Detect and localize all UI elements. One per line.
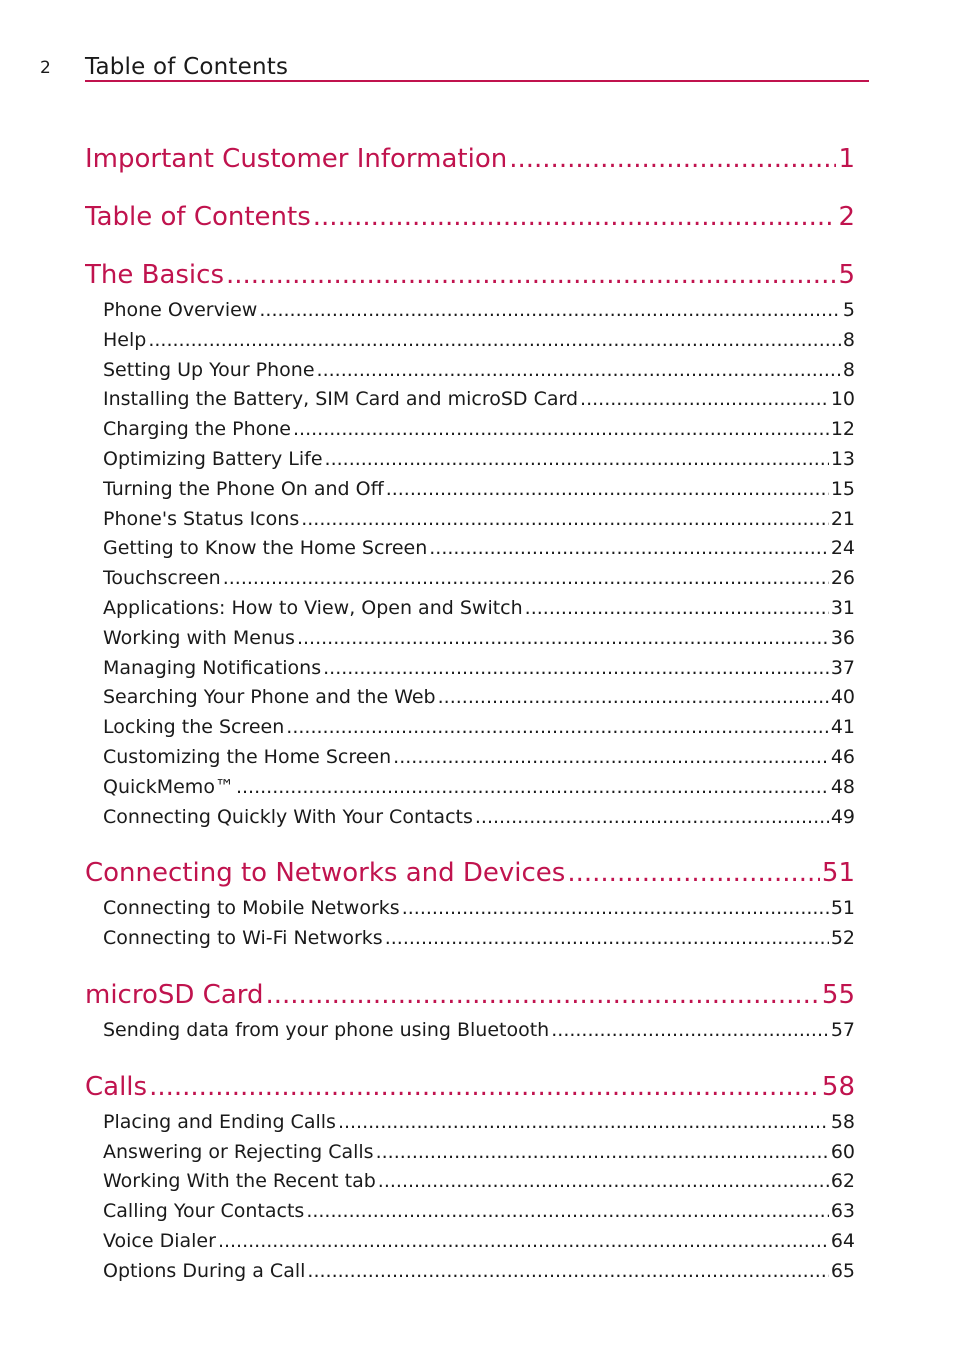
- toc-section-entry[interactable]: [103, 326, 855, 356]
- toc-chapter-entry-page-number: 2: [838, 202, 855, 232]
- toc-section-entry[interactable]: [103, 1138, 855, 1168]
- dot-leader: [429, 534, 829, 564]
- toc-chapter-entry-page-number: 5: [838, 260, 855, 290]
- dot-leader: [307, 1257, 828, 1287]
- toc-chapter-entry-title: The Basics: [85, 260, 225, 290]
- toc-section-entry-page-number: 63: [830, 1200, 855, 1223]
- toc-section-entry-page-number: 62: [830, 1170, 855, 1193]
- page-number: 2: [40, 58, 51, 78]
- dot-leader: [402, 894, 829, 924]
- toc-chapter-entry-title: Important Customer Information: [85, 144, 508, 174]
- toc-section-entry-title: Managing Notifications: [103, 656, 322, 679]
- toc-section-entry-page-number: 31: [830, 596, 855, 619]
- toc-chapter-entry-title: Table of Contents: [85, 202, 311, 232]
- toc-section-entry-title: Charging the Phone: [103, 418, 291, 441]
- toc-chapter-entry-page-number: 55: [821, 979, 855, 1010]
- dot-leader: [313, 200, 837, 234]
- toc-section-entry[interactable]: [103, 1227, 855, 1257]
- toc-section-entry-page-number: 24: [830, 537, 855, 560]
- toc-section-entry[interactable]: [103, 743, 855, 773]
- toc-chapter-entry[interactable]: [85, 258, 855, 292]
- dot-leader: [148, 326, 841, 356]
- toc-section-entry-title: Searching Your Phone and the Web: [103, 686, 436, 709]
- toc-section-entry[interactable]: [103, 296, 855, 326]
- toc-section-entry[interactable]: [103, 924, 855, 954]
- toc-section-entry-title: Sending data from your phone using Bluetooth: [103, 1018, 550, 1041]
- toc-chapter-entry-title: Connecting to Networks and Devices: [85, 858, 566, 889]
- toc-section-entry-title: Working with Menus: [103, 626, 295, 649]
- dot-leader: [317, 356, 841, 386]
- toc-section-entry[interactable]: [103, 385, 855, 415]
- toc-section-entry-page-number: 36: [830, 626, 855, 649]
- toc-section-entry[interactable]: [103, 713, 855, 743]
- toc-section-entry-title: Customizing the Home Screen: [103, 745, 392, 768]
- toc-section-entry[interactable]: [103, 594, 855, 624]
- toc-section-entry-page-number: 41: [830, 716, 855, 739]
- toc-section-entry-page-number: 26: [830, 567, 855, 590]
- dot-leader: [293, 415, 829, 445]
- dot-leader: [301, 505, 829, 535]
- dot-leader: [475, 803, 829, 833]
- toc-section-entry-title: Answering or Rejecting Calls: [103, 1140, 374, 1163]
- toc-section-entry[interactable]: [103, 445, 855, 475]
- dot-leader: [438, 683, 829, 713]
- dot-leader: [580, 385, 829, 415]
- dot-leader: [323, 654, 829, 684]
- toc-section-entry-page-number: 58: [830, 1110, 855, 1133]
- toc-section-entry-page-number: 48: [830, 775, 855, 798]
- dot-leader: [567, 856, 820, 890]
- toc-chapter-entry[interactable]: [85, 200, 855, 234]
- toc-section-entry-title: Turning the Phone On and Off: [103, 477, 384, 500]
- toc-section-entry-title: Getting to Know the Home Screen: [103, 537, 428, 560]
- toc-section-entry-title: Calling Your Contacts: [103, 1200, 305, 1223]
- toc-chapter-entry[interactable]: [85, 978, 855, 1012]
- toc-chapter-entry-title: Calls: [85, 1071, 148, 1102]
- dot-leader: [378, 1167, 829, 1197]
- toc-section-entry[interactable]: [103, 415, 855, 445]
- dot-leader: [223, 564, 829, 594]
- toc-section-entry-page-number: 8: [842, 358, 855, 381]
- dot-leader: [525, 594, 829, 624]
- running-header-title: Table of Contents: [85, 54, 289, 80]
- toc-section-entry-page-number: 21: [830, 507, 855, 530]
- dot-leader: [551, 1016, 829, 1046]
- header-divider: [85, 80, 869, 82]
- dot-leader: [386, 475, 829, 505]
- toc-section-entry-page-number: 51: [830, 897, 855, 920]
- toc-section-entry[interactable]: [103, 683, 855, 713]
- dot-leader: [218, 1227, 829, 1257]
- toc-section-entry-page-number: 8: [842, 328, 855, 351]
- dot-leader: [297, 624, 829, 654]
- toc-chapter-entry-title: microSD Card: [85, 979, 264, 1010]
- toc-section-entry-title: Optimizing Battery Life: [103, 447, 323, 470]
- toc-section-entry-title: Applications: How to View, Open and Switch: [103, 596, 523, 619]
- dot-leader: [325, 445, 829, 475]
- dot-leader: [306, 1197, 829, 1227]
- toc-section-entry[interactable]: [103, 773, 855, 803]
- toc-section-entry-page-number: 5: [842, 299, 855, 321]
- toc-section-entry-title: Placing and Ending Calls: [103, 1110, 336, 1133]
- toc-section-entry-page-number: 40: [830, 686, 855, 709]
- toc-section-entry-title: Phone Overview: [103, 299, 258, 321]
- toc-section-entry-title: Help: [103, 328, 147, 351]
- toc-section-entry-title: Setting Up Your Phone: [103, 358, 315, 381]
- toc-section-entry-page-number: 60: [830, 1140, 855, 1163]
- toc-section-entry[interactable]: [103, 803, 855, 833]
- dot-leader: [149, 1070, 820, 1104]
- toc-section-entry-title: Connecting to Wi-Fi Networks: [103, 927, 383, 950]
- toc-section-entry[interactable]: [103, 1167, 855, 1197]
- toc-section-entry-title: Voice Dialer: [103, 1229, 216, 1252]
- toc-section-entry[interactable]: [103, 505, 855, 535]
- toc-section-entry[interactable]: [103, 1197, 855, 1227]
- toc-section-entry-page-number: 65: [830, 1259, 855, 1282]
- table-of-contents: [85, 142, 855, 1287]
- toc-section-entry-page-number: 49: [830, 805, 855, 828]
- toc-section-entry[interactable]: [103, 564, 855, 594]
- toc-chapter-entry-page-number: 58: [821, 1071, 855, 1102]
- toc-section-entry-title: Touchscreen: [103, 567, 221, 590]
- toc-chapter-entry[interactable]: [85, 1070, 855, 1104]
- toc-section-entry-title: Connecting to Mobile Networks: [103, 897, 400, 920]
- dot-leader: [286, 713, 829, 743]
- toc-chapter-entry[interactable]: [85, 142, 855, 176]
- toc-section-entry[interactable]: [103, 654, 855, 684]
- toc-section-entry-page-number: 12: [830, 418, 855, 441]
- dot-leader: [509, 142, 836, 176]
- toc-section-entry-title: Working With the Recent tab: [103, 1170, 376, 1193]
- toc-chapter-entry[interactable]: [85, 856, 855, 890]
- dot-leader: [385, 924, 829, 954]
- toc-section-entry-page-number: 46: [830, 745, 855, 768]
- toc-section-entry-title: QuickMemo™: [103, 775, 234, 798]
- dot-leader: [236, 773, 829, 803]
- toc-section-entry-title: Phone's Status Icons: [103, 507, 300, 530]
- dot-leader: [338, 1108, 829, 1138]
- toc-section-entry[interactable]: [103, 534, 855, 564]
- toc-chapter-entry-page-number: 51: [821, 858, 855, 889]
- toc-section-entry[interactable]: [103, 1257, 855, 1287]
- toc-chapter-entry-page-number: 1: [838, 144, 855, 174]
- toc-section-entry[interactable]: [103, 356, 855, 386]
- dot-leader: [393, 743, 829, 773]
- dot-leader: [226, 258, 836, 292]
- toc-section-entry[interactable]: [103, 894, 855, 924]
- dot-leader: [259, 296, 841, 326]
- dot-leader: [265, 978, 819, 1012]
- toc-section-entry-title: Options During a Call: [103, 1259, 306, 1282]
- toc-section-entry-title: Locking the Screen: [103, 716, 285, 739]
- toc-section-entry-page-number: 57: [830, 1018, 855, 1041]
- toc-section-entry[interactable]: [103, 1016, 855, 1046]
- toc-section-entry-page-number: 13: [830, 447, 855, 470]
- toc-section-entry-title: Installing the Battery, SIM Card and microSD Card: [103, 388, 579, 411]
- toc-section-entry[interactable]: [103, 475, 855, 505]
- toc-section-entry-page-number: 52: [830, 927, 855, 950]
- toc-section-entry-page-number: 15: [830, 477, 855, 500]
- toc-section-entry-page-number: 37: [830, 656, 855, 679]
- toc-section-entry-page-number: 10: [830, 388, 855, 411]
- dot-leader: [376, 1138, 829, 1168]
- toc-section-entry-page-number: 64: [830, 1229, 855, 1252]
- toc-section-entry[interactable]: [103, 1108, 855, 1138]
- toc-section-entry-title: Connecting Quickly With Your Contacts: [103, 805, 473, 828]
- toc-section-entry[interactable]: [103, 624, 855, 654]
